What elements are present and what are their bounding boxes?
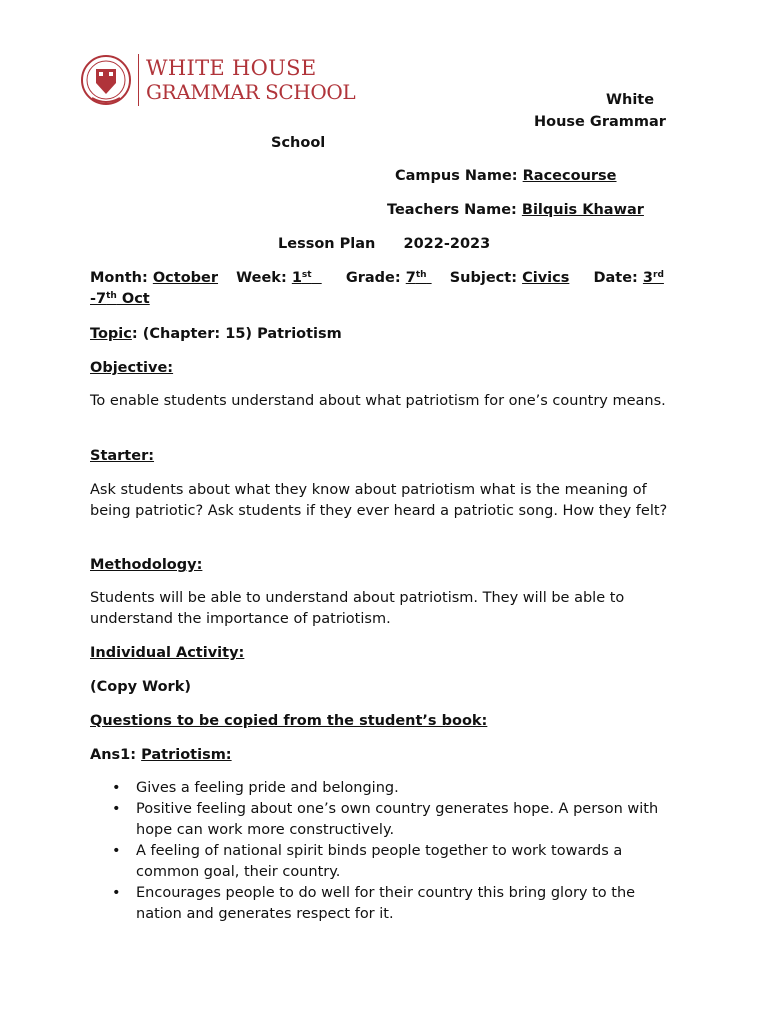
lesson-plan-line xyxy=(278,236,490,252)
campus-value: Racecourse xyxy=(522,168,617,184)
school-crest-icon xyxy=(80,50,132,110)
bullet-icon: • xyxy=(112,885,121,901)
campus-line xyxy=(395,168,617,184)
date-value-cont: -7th Oct xyxy=(90,291,150,307)
objective-heading: Objective: xyxy=(90,360,174,376)
month-value: October xyxy=(152,270,219,286)
school-name-part1: White xyxy=(606,92,655,108)
week-label: Week: xyxy=(236,270,287,286)
patriotism-bullet-list xyxy=(90,778,670,925)
copy-work-label: (Copy Work) xyxy=(90,679,191,695)
school-logo xyxy=(80,50,356,114)
date-label: Date: xyxy=(593,270,638,286)
school-name-part3: School xyxy=(271,135,326,151)
topic-line xyxy=(90,324,670,345)
questions-heading: Questions to be copied from the student’s book: xyxy=(90,713,488,729)
list-item: • Gives a feeling pride and belonging. xyxy=(90,778,670,799)
lesson-plan-label: Lesson Plan xyxy=(278,236,376,252)
grade-label: Grade: xyxy=(345,270,401,286)
date-suffix-1: rd xyxy=(653,270,664,280)
bullet-icon: • xyxy=(112,843,121,859)
grade-suffix: th xyxy=(415,270,427,280)
objective-text: To enable students understand about what patriotism for one’s country means. xyxy=(90,393,666,409)
answer-1-prefix: Ans1: xyxy=(90,747,142,763)
logo-text-line1: WHITE HOUSE xyxy=(146,56,317,80)
activity-heading: Individual Activity: xyxy=(90,645,245,661)
list-item: • Encourages people to do well for their country this bring glory to the nation and generates respect for it. xyxy=(112,885,636,922)
grade-value: 7th xyxy=(405,270,427,286)
starter-heading: Starter: xyxy=(90,448,155,464)
topic-value: : (Chapter: 15) Patriotism xyxy=(131,326,342,342)
topic-label: Topic xyxy=(90,326,132,342)
starter-text: Ask students about what they know about patriotism what is the meaning of being patriotic? Ask students if they ever heard a patriotic song. How they felt? xyxy=(90,482,668,519)
subject-value: Civics xyxy=(522,270,570,286)
subject-label: Subject: xyxy=(449,270,518,286)
teacher-value: Bilquis Khawar xyxy=(521,202,644,218)
logo-divider xyxy=(138,54,139,106)
week-suffix: st xyxy=(301,270,312,280)
school-name-part2: House Grammar xyxy=(534,114,666,130)
academic-year: 2022-2023 xyxy=(403,236,491,252)
answer-1-title: Patriotism: xyxy=(141,747,232,763)
date-value: 3rd xyxy=(642,270,664,286)
methodology-heading: Methodology: xyxy=(90,557,203,573)
meta-line xyxy=(90,268,670,310)
answer-1-heading xyxy=(90,745,670,766)
bullet-icon: • xyxy=(112,780,121,796)
methodology-text: Students will be able to understand about patriotism. They will be able to understand the importance of patriotism. xyxy=(90,590,625,627)
logo-text-line2: GRAMMAR SCHOOL xyxy=(146,80,356,104)
date-suffix-2: th xyxy=(106,291,117,301)
list-item: • Positive feeling about one’s own country generates hope. A person with hope can work more constructively. xyxy=(112,801,659,838)
month-label: Month: xyxy=(90,270,148,286)
week-value: 1st xyxy=(291,270,312,286)
campus-label: Campus Name: xyxy=(395,168,518,184)
teacher-line xyxy=(387,202,644,218)
bullet-icon: • xyxy=(112,801,121,817)
teacher-label: Teachers Name: xyxy=(387,202,517,218)
list-item: • A feeling of national spirit binds people together to work towards a common goal, their country. xyxy=(112,843,623,880)
